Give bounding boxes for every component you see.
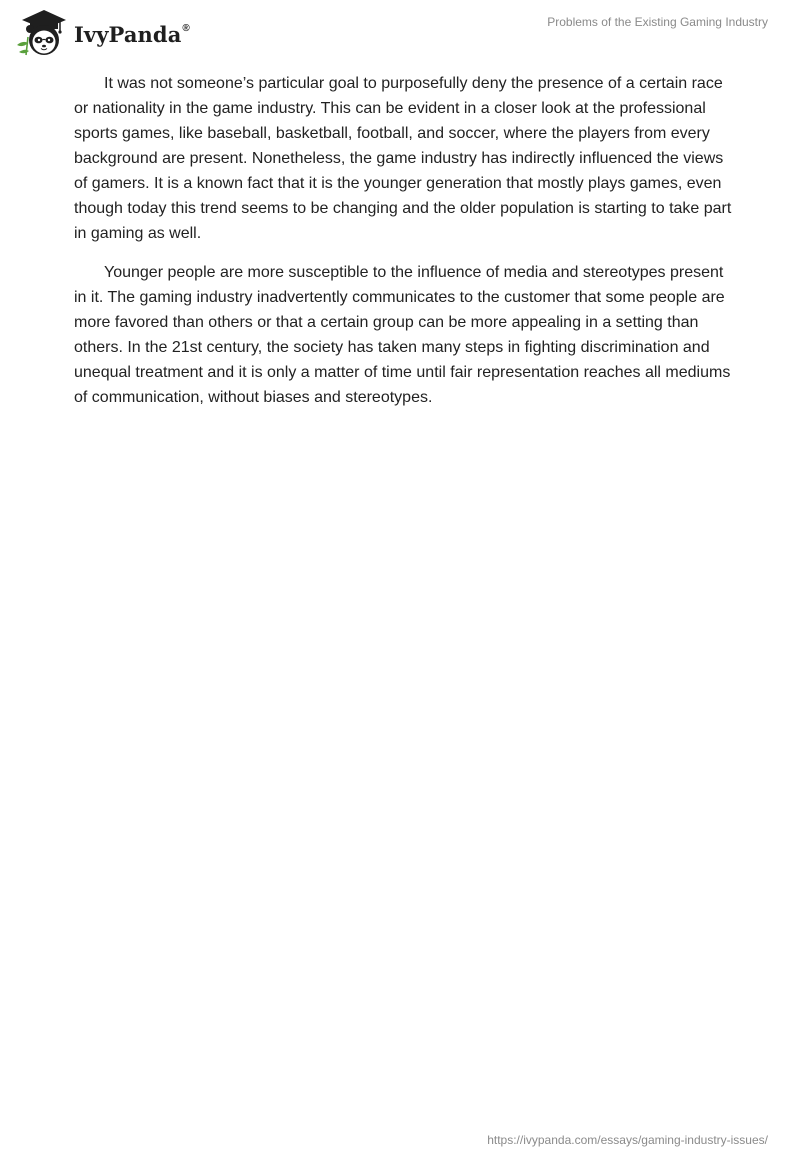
ivypanda-logo[interactable] <box>14 7 190 57</box>
source-url[interactable]: https://ivypanda.com/essays/gaming-industry-issues/ <box>487 1133 768 1147</box>
page-header <box>0 0 800 64</box>
registered-mark: ® <box>182 22 190 34</box>
panda-graduate-logo-icon <box>14 7 68 57</box>
paragraph: It was not someone’s particular goal to purposefully deny the presence of a certain race or nationality in the game industry. This can be evident in a closer look at the professional sports games, like baseball, basketball, football, and soccer, where the players from every background are present. Nonetheless, the game industry has indirectly influenced the views of gamers. It is a known fact that it is the younger generation that mostly plays games, even though today this trend seems to be changing and the older population is starting to take part in gaming as well. <box>74 75 732 242</box>
document-title: Problems of the Existing Gaming Industry <box>547 15 768 29</box>
essay-body <box>74 71 734 424</box>
logo-name: IvyPanda <box>74 21 182 47</box>
logo-wordmark <box>74 22 190 47</box>
paragraph: Younger people are more susceptible to the influence of media and stereotypes present in it. The gaming industry inadvertently communicates to the customer that some people are more favored than others or that a certain group can be more appealing in a setting than others. In the 21st century, the society has taken many steps in fighting discrimination and unequal treatment and it is only a matter of time until fair representation reaches all mediums of communication, without biases and stereotypes. <box>74 264 731 406</box>
